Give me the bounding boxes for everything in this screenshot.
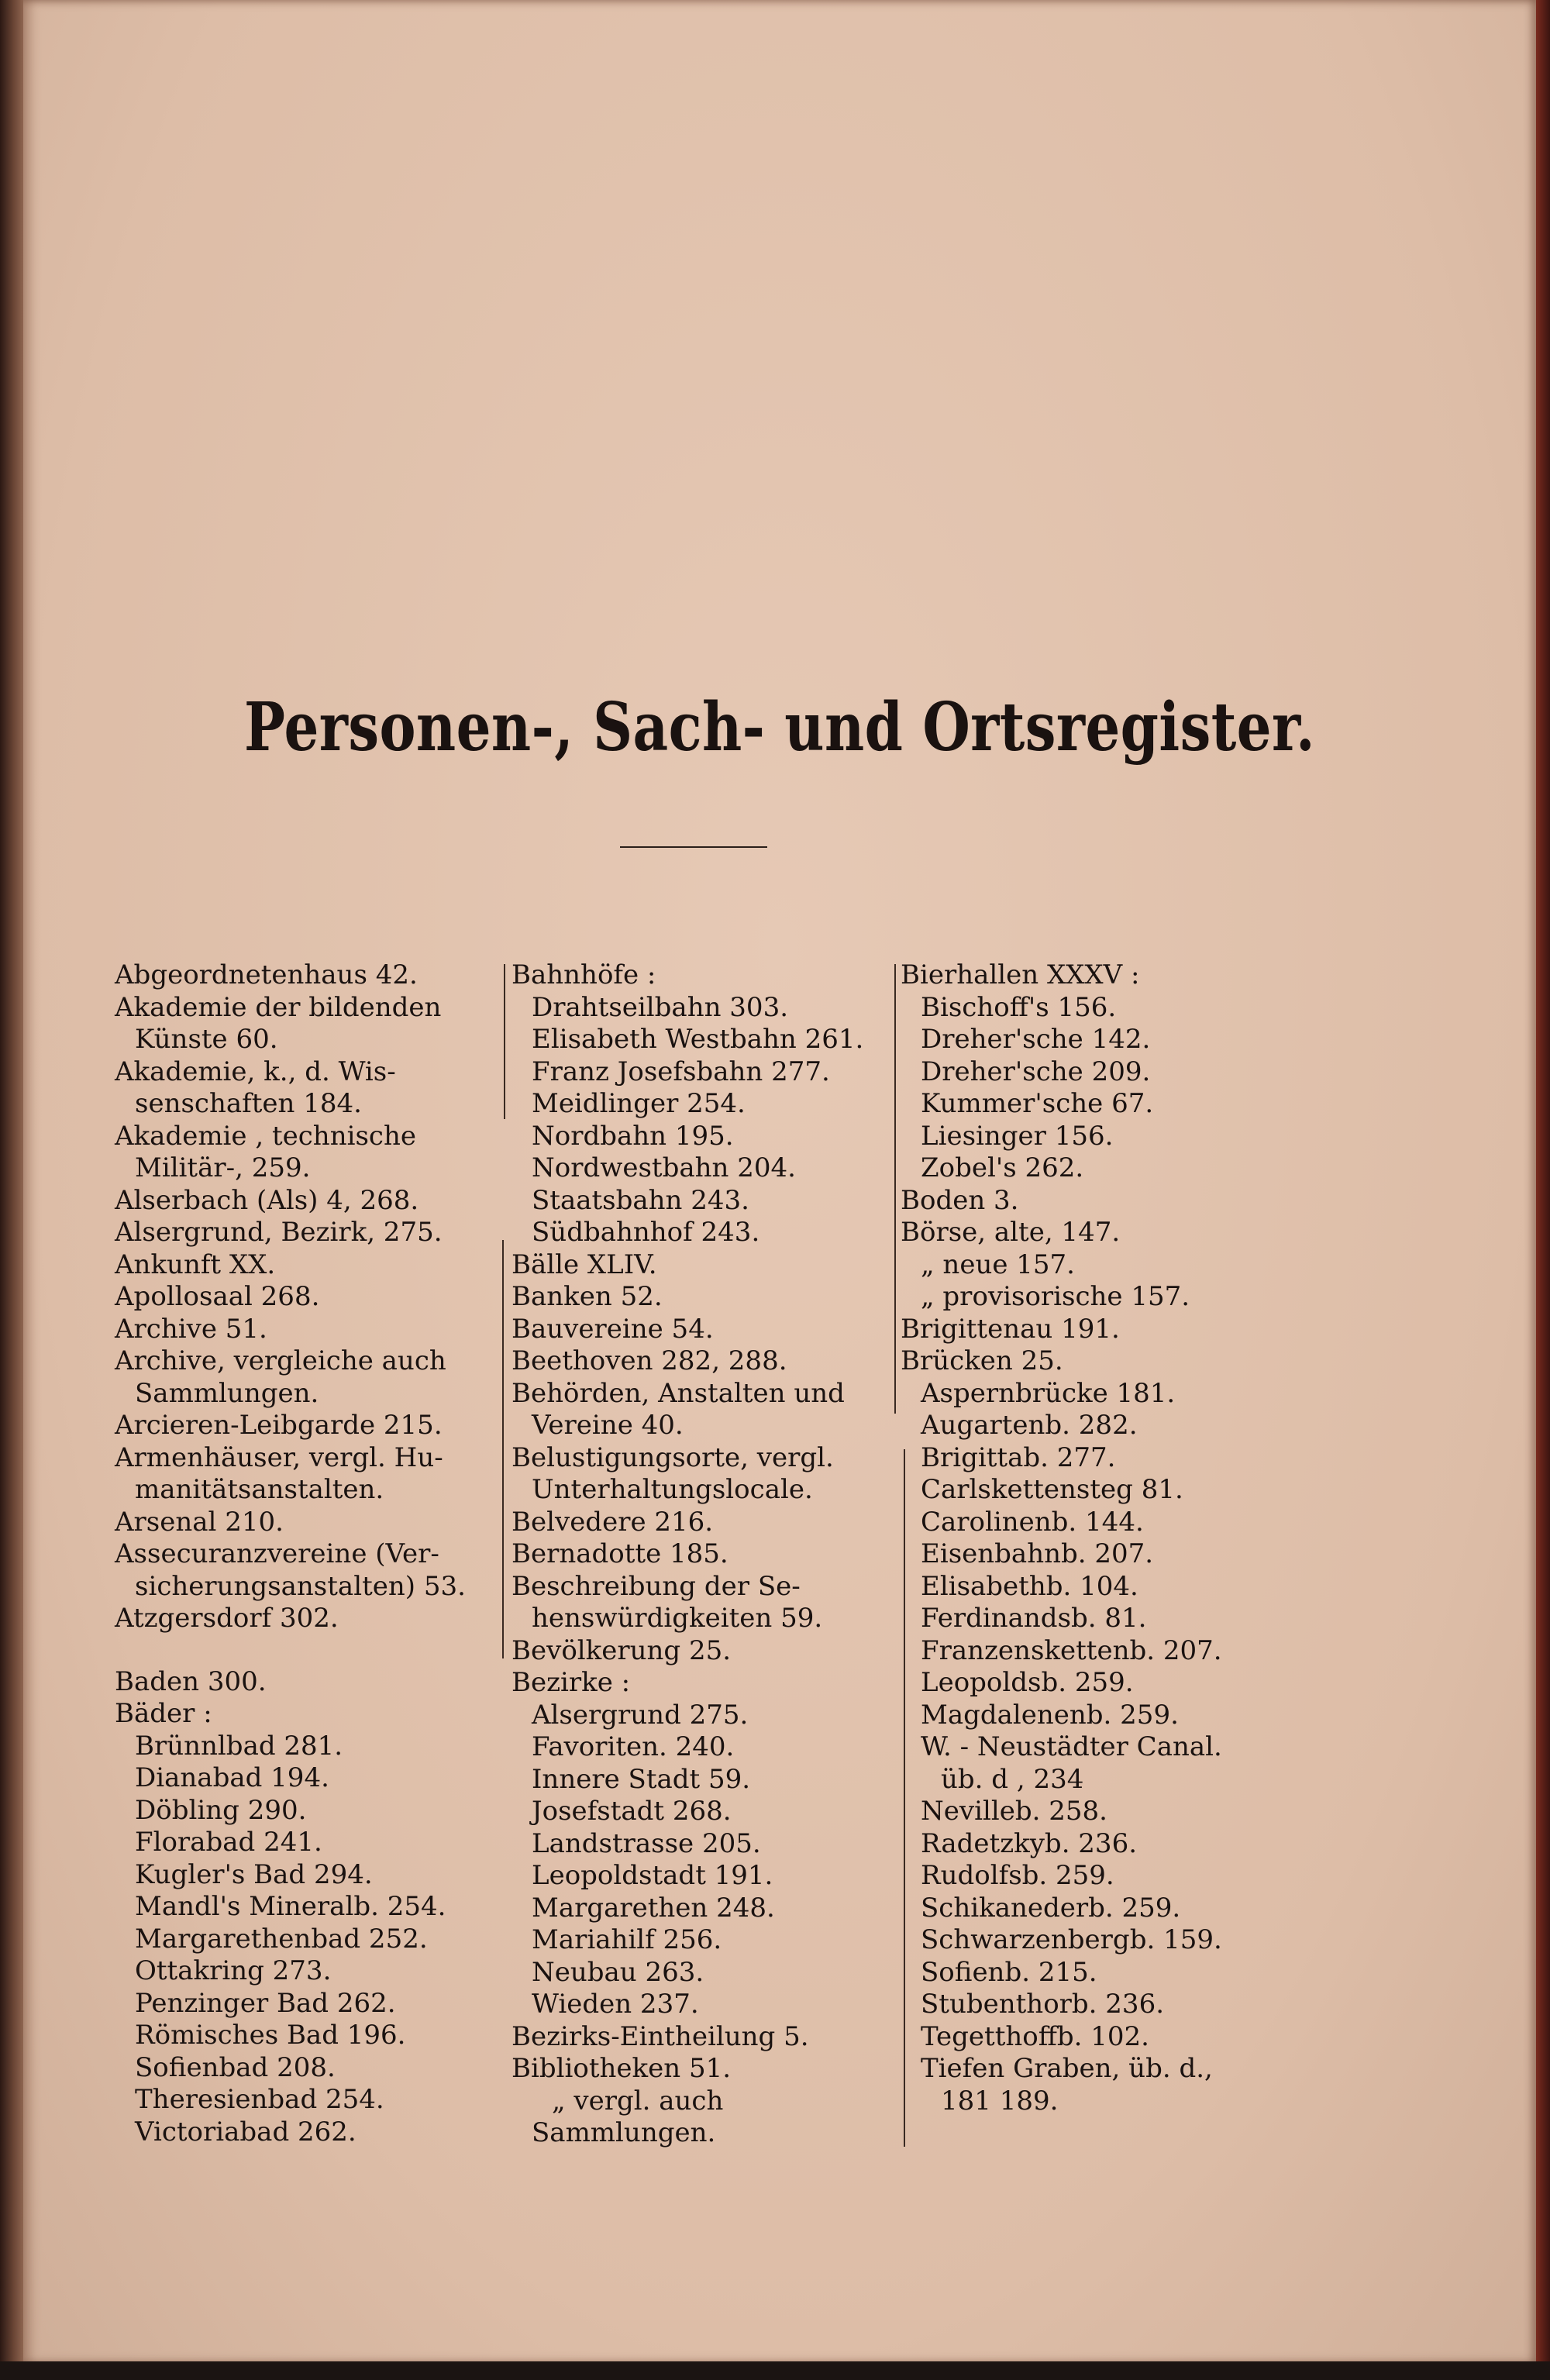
- index-subentry: Leopoldstadt 191.: [532, 1860, 773, 1891]
- index-subentry: Rudolfsb. 259.: [921, 1860, 1114, 1891]
- index-subentry: Sammlungen.: [532, 2117, 716, 2148]
- index-subentry: 181 189.: [941, 2085, 1059, 2117]
- index-subentry: Elisabeth Westbahn 261.: [532, 1024, 864, 1055]
- index-subentry: Drahtseilbahn 303.: [532, 991, 789, 1023]
- index-entry: Bälle XLIV.: [512, 1249, 657, 1280]
- index-subentry: Meidlinger 254.: [532, 1088, 746, 1119]
- index-subentry: Sammlungen.: [135, 1377, 319, 1409]
- index-entry: Armenhäuser, vergl. Hu-: [115, 1441, 443, 1473]
- index-subentry: Theresienbad 254.: [135, 2084, 384, 2115]
- index-subentry: Militär-, 259.: [135, 1152, 311, 1183]
- index-entry: Bezirks-Eintheilung 5.: [512, 2020, 809, 2052]
- index-subentry: Nordwestbahn 204.: [532, 1152, 796, 1183]
- index-subentry: Penzinger Bad 262.: [135, 1987, 396, 2019]
- index-entry: Bahnhöfe :: [512, 959, 656, 990]
- index-subentry: Tiefen Graben, üb. d.,: [921, 2053, 1213, 2084]
- book-cover-edge: [1536, 0, 1550, 2380]
- index-subentry: Nevilleb. 258.: [921, 1796, 1107, 1827]
- index-subentry: Elisabethb. 104.: [921, 1570, 1138, 1602]
- index-entry: Baden 300.: [115, 1665, 267, 1697]
- index-subentry: Sofienb. 215.: [921, 1956, 1097, 1988]
- index-entry: Atzgersdorf 302.: [115, 1603, 339, 1634]
- index-subentry: Döbling 290.: [135, 1794, 307, 1826]
- entry-gap: [115, 1635, 525, 1666]
- index-subentry: Zobel's 262.: [921, 1152, 1084, 1183]
- index-entry: Bevölkerung 25.: [512, 1634, 732, 1666]
- index-subentry: Mandl's Mineralb. 254.: [135, 1891, 446, 1922]
- index-entry: Akademie der bildenden: [115, 991, 442, 1023]
- book-page: [23, 0, 1536, 2364]
- index-subentry: „ provisorische 157.: [921, 1281, 1190, 1312]
- index-subentry: Ottakring 273.: [135, 1955, 332, 1986]
- scan-bottom-edge: [0, 2361, 1550, 2380]
- index-entry: Ankunft XX.: [115, 1249, 276, 1280]
- index-subentry: Josefstadt 268.: [532, 1796, 732, 1827]
- index-subentry: Vereine 40.: [532, 1410, 684, 1441]
- index-subentry: Sofienbad 208.: [135, 2051, 336, 2083]
- book-spine-edge: [0, 0, 23, 2380]
- index-subentry: Dreher'sche 142.: [921, 1024, 1151, 1055]
- index-entry: Bernadotte 185.: [512, 1538, 728, 1569]
- index-column-1: [115, 959, 525, 2148]
- column-separator: [894, 964, 896, 1414]
- index-entry: Belustigungsorte, vergl.: [512, 1441, 834, 1473]
- index-entry: Brigittenau 191.: [901, 1313, 1120, 1345]
- index-entry: Belvedere 216.: [512, 1506, 714, 1538]
- index-subentry: Franzenskettenb. 207.: [921, 1634, 1222, 1666]
- index-subentry: üb. d , 234: [941, 1763, 1084, 1795]
- index-entry: Banken 52.: [512, 1281, 663, 1312]
- index-entry: Alsergrund, Bezirk, 275.: [115, 1217, 443, 1248]
- index-subentry: Schikanederb. 259.: [921, 1892, 1181, 1924]
- index-subentry: Eisenbahnb. 207.: [921, 1538, 1154, 1569]
- index-subentry: Staatsbahn 243.: [532, 1184, 749, 1216]
- index-entry: Bierhallen XXXV :: [901, 959, 1140, 990]
- index-entry: Boden 3.: [901, 1184, 1019, 1216]
- index-subentry: Bischoff's 156.: [921, 991, 1117, 1023]
- index-subentry: Carolinenb. 144.: [921, 1506, 1144, 1538]
- index-subentry: Landstrasse 205.: [532, 1827, 761, 1859]
- index-subentry: Unterhaltungslocale.: [532, 1474, 813, 1505]
- page-title: Personen-, Sach- und Ortsregister.: [243, 688, 1316, 766]
- title-divider: [620, 846, 767, 848]
- index-entry: Behörden, Anstalten und: [512, 1377, 845, 1409]
- index-entry: Akademie, k., d. Wis-: [115, 1056, 396, 1087]
- index-entry: Arsenal 210.: [115, 1506, 284, 1538]
- index-entry: Bibliotheken 51.: [512, 2053, 732, 2084]
- index-subentry: Römisches Bad 196.: [135, 2020, 406, 2051]
- index-subentry: henswürdigkeiten 59.: [532, 1603, 823, 1634]
- index-subentry: Alsergrund 275.: [532, 1699, 749, 1731]
- index-subentry: Victoriabad 262.: [135, 2116, 356, 2148]
- index-subentry: Südbahnhof 243.: [532, 1217, 760, 1248]
- index-subentry: Künste 60.: [135, 1024, 278, 1055]
- index-subentry: Magdalenenb. 259.: [921, 1699, 1179, 1731]
- index-entry: Bezirke :: [512, 1667, 631, 1698]
- index-column-3: [901, 959, 1335, 2117]
- index-entry: Bäder :: [115, 1698, 212, 1729]
- index-entry: Beschreibung der Se-: [512, 1570, 801, 1602]
- index-subentry: Margarethenbad 252.: [135, 1923, 428, 1955]
- index-subentry: Franz Josefsbahn 277.: [532, 1056, 830, 1087]
- index-subentry: W. - Neustädter Canal.: [921, 1731, 1222, 1762]
- index-subentry: Brünnlbad 281.: [135, 1730, 343, 1762]
- index-subentry: sicherungsanstalten) 53.: [135, 1570, 466, 1602]
- index-subentry: Nordbahn 195.: [532, 1120, 734, 1152]
- index-subentry: „ vergl. auch: [552, 2085, 724, 2117]
- column-separator: [502, 1240, 504, 1658]
- index-subentry: Tegetthoffb. 102.: [921, 2020, 1149, 2052]
- index-entry: Assecuranzvereine (Ver-: [115, 1538, 439, 1569]
- index-subentry: Florabad 241.: [135, 1827, 322, 1858]
- index-subentry: Kugler's Bad 294.: [135, 1858, 373, 1890]
- index-subentry: Ferdinandsb. 81.: [921, 1603, 1147, 1634]
- index-subentry: Kummer'sche 67.: [921, 1088, 1154, 1119]
- index-subentry: Augartenb. 282.: [921, 1410, 1138, 1441]
- index-entry: Börse, alte, 147.: [901, 1217, 1121, 1248]
- index-subentry: Favoriten. 240.: [532, 1731, 735, 1762]
- index-entry: Alserbach (Als) 4, 268.: [115, 1184, 419, 1216]
- index-subentry: Leopoldsb. 259.: [921, 1667, 1134, 1698]
- index-subentry: Margarethen 248.: [532, 1892, 775, 1924]
- index-column-2: [512, 959, 930, 2150]
- index-subentry: Brigittab. 277.: [921, 1441, 1116, 1473]
- index-entry: Brücken 25.: [901, 1345, 1063, 1376]
- column-separator: [504, 964, 505, 1119]
- index-entry: Apollosaal 268.: [115, 1281, 320, 1312]
- index-subentry: Mariahilf 256.: [532, 1924, 722, 1955]
- index-subentry: Stubenthorb. 236.: [921, 1989, 1165, 2020]
- index-subentry: Aspernbrücke 181.: [921, 1377, 1176, 1409]
- index-subentry: Carlskettensteg 81.: [921, 1474, 1183, 1505]
- index-subentry: Neubau 263.: [532, 1956, 704, 1988]
- index-subentry: Schwarzenbergb. 159.: [921, 1924, 1222, 1955]
- index-subentry: Dreher'sche 209.: [921, 1056, 1151, 1087]
- index-entry: Arcieren-Leibgarde 215.: [115, 1410, 443, 1441]
- index-entry: Abgeordnetenhaus 42.: [115, 959, 418, 990]
- index-entry: Bauvereine 54.: [512, 1313, 714, 1345]
- index-entry: Beethoven 282, 288.: [512, 1345, 787, 1376]
- index-entry: Akademie , technische: [115, 1120, 416, 1152]
- index-subentry: Innere Stadt 59.: [532, 1763, 751, 1795]
- index-subentry: manitätsanstalten.: [135, 1474, 384, 1505]
- index-subentry: Wieden 237.: [532, 1989, 699, 2020]
- index-entry: Archive 51.: [115, 1313, 267, 1345]
- index-subentry: Radetzkyb. 236.: [921, 1827, 1138, 1859]
- index-entry: Archive, vergleiche auch: [115, 1345, 446, 1376]
- index-subentry: senschaften 184.: [135, 1088, 362, 1119]
- index-subentry: „ neue 157.: [921, 1249, 1075, 1280]
- index-subentry: Dianabad 194.: [135, 1762, 329, 1793]
- index-subentry: Liesinger 156.: [921, 1120, 1114, 1152]
